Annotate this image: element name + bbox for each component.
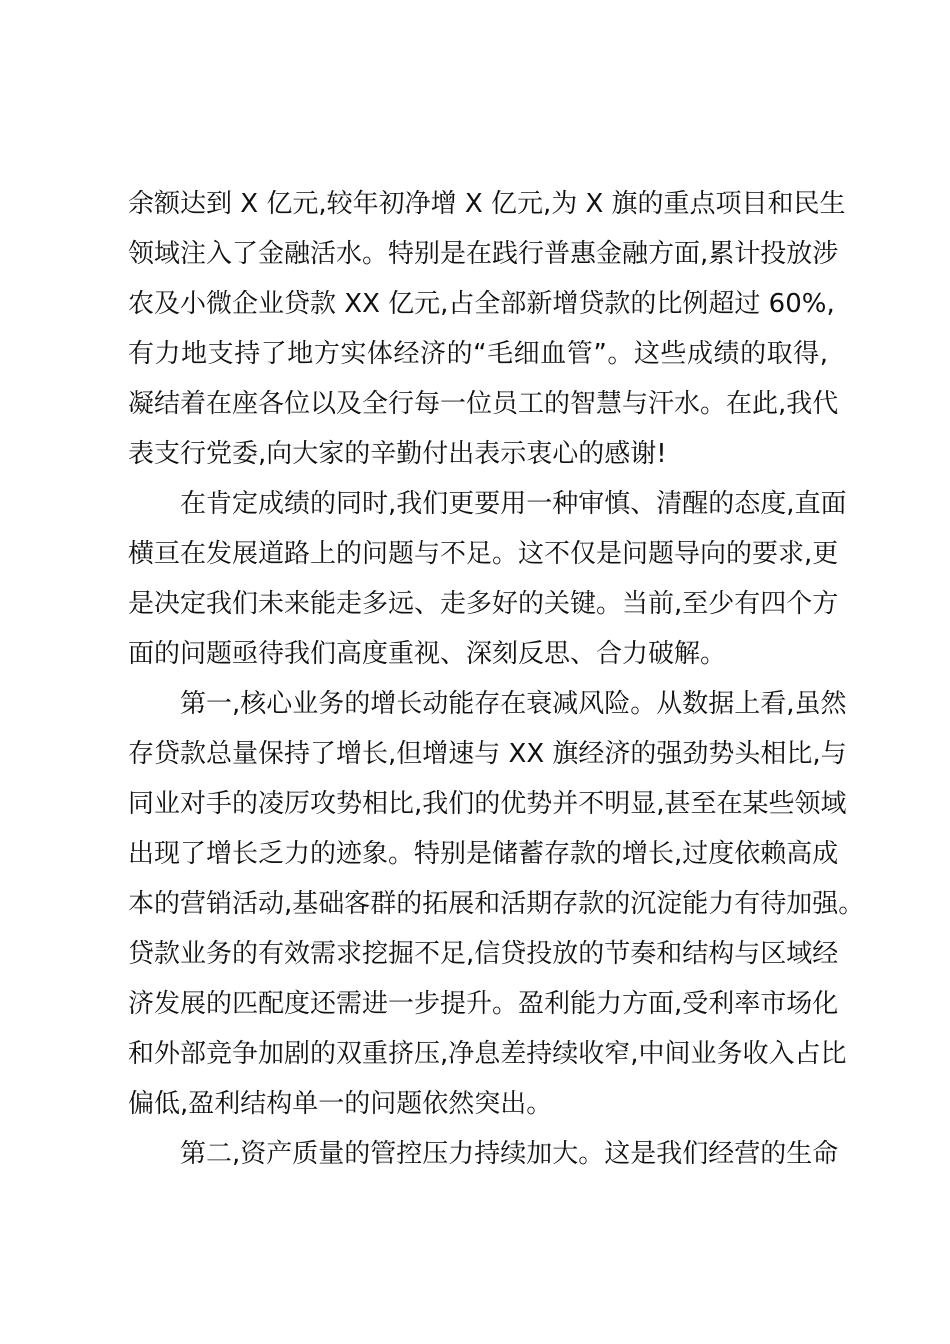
paragraph-1-line-1: 余额达到 X 亿元,较年初净增 X 亿元,为 X 旗的重点项目和民生	[128, 189, 846, 219]
paragraph-4-line-1: 第二,资产质量的管控压力持续加大。这是我们经营的生命	[180, 1139, 839, 1169]
paragraph-1-line-3: 农及小微企业贷款 XX 亿元,占全部新增贷款的比例超过 60%,	[128, 289, 835, 319]
paragraph-3-line-5: 本的营销活动,基础客群的拓展和活期存款的沉淀能力有待加强。	[128, 889, 865, 919]
paragraph-3-line-7: 济发展的匹配度还需进一步提升。盈利能力方面,受利率市场化	[128, 989, 839, 1019]
paragraph-3-line-9: 偏低,盈利结构单一的问题依然突出。	[128, 1089, 553, 1119]
paragraph-1-line-2: 领域注入了金融活水。特别是在践行普惠金融方面,累计投放涉	[128, 239, 839, 269]
paragraph-3-line-8: 和外部竞争加剧的双重挤压,净息差持续收窄,中间业务收入占比	[128, 1039, 847, 1069]
paragraph-1-line-4: 有力地支持了地方实体经济的“毛细血管”。这些成绩的取得,	[128, 339, 828, 369]
paragraph-3-line-2: 存贷款总量保持了增长,但增速与 XX 旗经济的强劲势头相比,与	[128, 739, 847, 769]
paragraph-2-line-2: 横亘在发展道路上的问题与不足。这不仅是问题导向的要求,更	[128, 539, 839, 569]
paragraph-1-line-6: 表支行党委,向大家的辛勤付出表示衷心的感谢!	[128, 439, 667, 469]
paragraph-3-line-4: 出现了增长乏力的迹象。特别是储蓄存款的增长,过度依赖高成	[128, 839, 839, 869]
paragraph-2-line-1: 在肯定成绩的同时,我们更要用一种审慎、清醒的态度,直面	[180, 489, 847, 519]
paragraph-3-line-6: 贷款业务的有效需求挖掘不足,信贷投放的节奏和结构与区域经	[128, 939, 839, 969]
paragraph-2-line-4: 面的问题亟待我们高度重视、深刻反思、合力破解。	[128, 639, 727, 669]
paragraph-2-line-3: 是决定我们未来能走多远、走多好的关键。当前,至少有四个方	[128, 589, 839, 619]
paragraph-3-line-1: 第一,核心业务的增长动能存在衰减风险。从数据上看,虽然	[180, 689, 847, 719]
paragraph-1-line-5: 凝结着在座各位以及全行每一位员工的智慧与汗水。在此,我代	[128, 389, 839, 419]
paragraph-3-line-3: 同业对手的凌厉攻势相比,我们的优势并不明显,甚至在某些领域	[128, 789, 847, 819]
